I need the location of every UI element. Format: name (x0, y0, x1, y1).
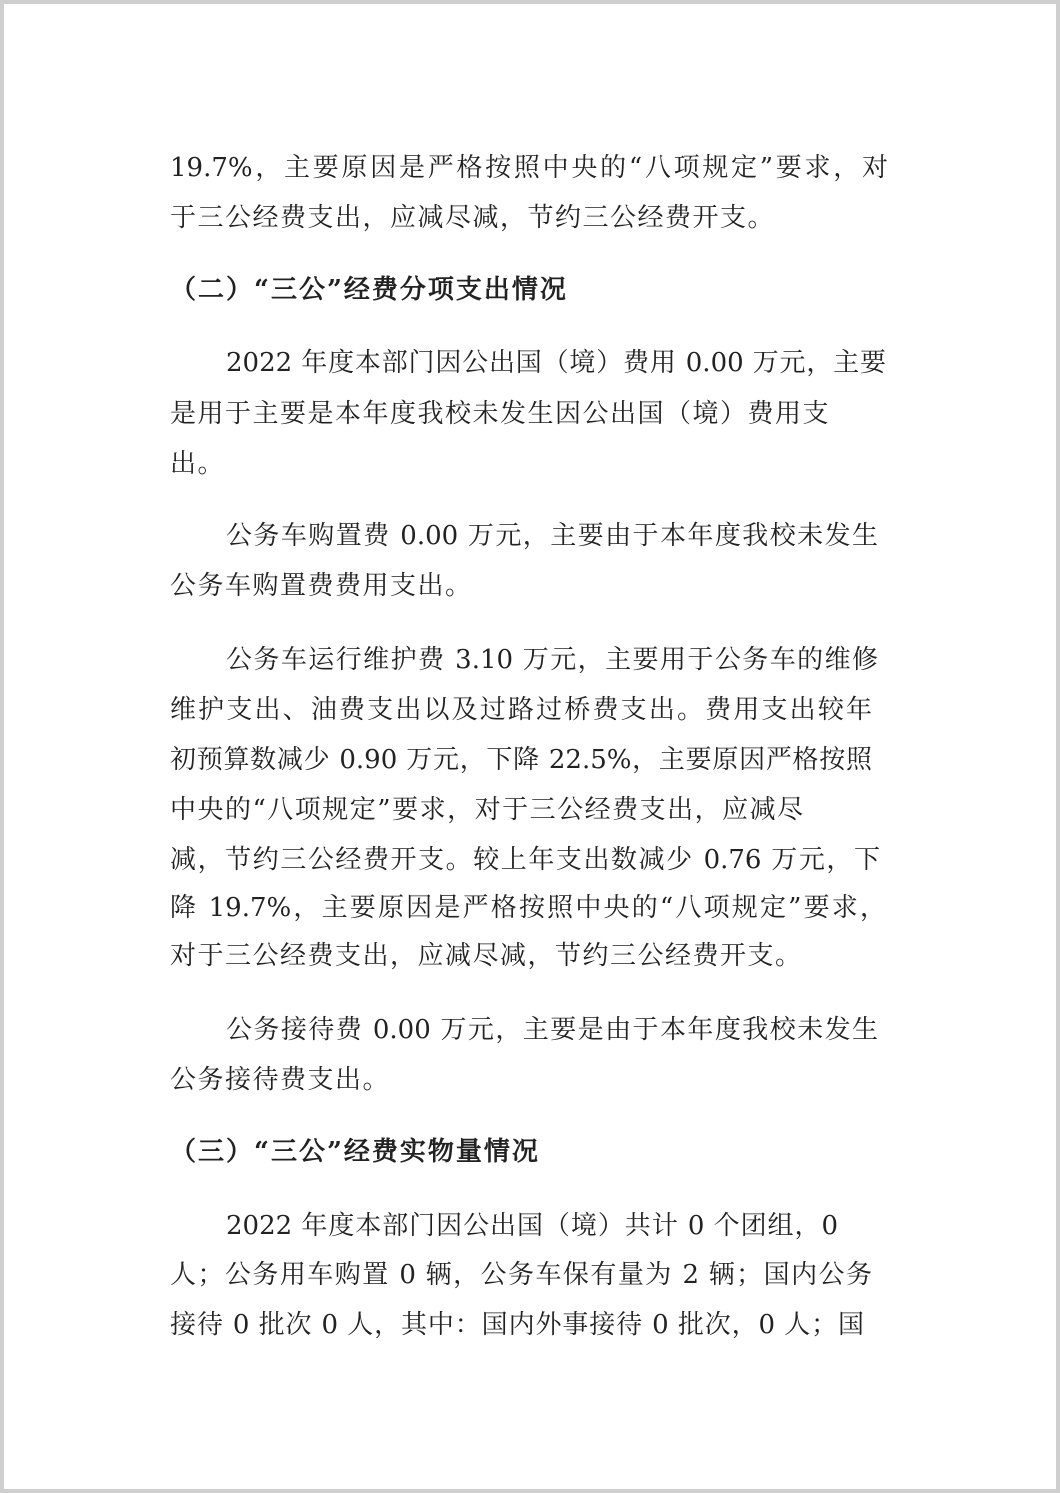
paragraph-line: 公务车购置费 0.00 万元，主要由于本年度我校未发生 (226, 521, 878, 551)
paragraph-line: 人；公务用车购置 0 辆，公务车保有量为 2 辆；国内公务 (170, 1260, 872, 1290)
paragraph-line: 初预算数减少 0.90 万元，下降 22.5%，主要原因严格按照 (170, 745, 872, 775)
paragraph-line: 接待 0 批次 0 人，其中：国内外事接待 0 批次，0 人；国 (170, 1310, 864, 1340)
paragraph-line: 公务车购置费费用支出。 (170, 571, 473, 601)
section-heading-three: （三）“三公”经费实物量情况 (170, 1137, 540, 1167)
paragraph-line: 对于三公经费支出，应减尽减，节约三公经费开支。 (170, 941, 803, 971)
paragraph-line: 公务车运行维护费 3.10 万元，主要用于公务车的维修 (226, 645, 878, 675)
paragraph-line: 维护支出、油费支出以及过路过桥费支出。费用支出较年 (170, 695, 872, 725)
paragraph-line: 出。 (170, 449, 226, 479)
paragraph-line: 降 19.7%，主要原因是严格按照中央的“八项规定”要求， (170, 893, 886, 923)
paragraph-line: 公务接待费支出。 (170, 1065, 391, 1095)
paragraph-line: 中央的“八项规定”要求，对于三公经费支出，应减尽 (170, 795, 805, 825)
paragraph-line: 公务接待费 0.00 万元，主要是由于本年度我校未发生 (226, 1015, 878, 1045)
paragraph-line: 2022 年度本部门因公出国（境）共计 0 个团组，0 (226, 1211, 838, 1241)
paragraph-line: 是用于主要是本年度我校未发生因公出国（境）费用支 (170, 399, 831, 429)
paragraph-line: 2022 年度本部门因公出国（境）费用 0.00 万元，主要 (226, 348, 886, 378)
paragraph-line: 减，节约三公经费开支。较上年支出数减少 0.76 万元，下 (170, 845, 880, 875)
paragraph-line: 19.7%，主要原因是严格按照中央的“八项规定”要求，对 (170, 153, 888, 183)
section-heading-two: （二）“三公”经费分项支出情况 (170, 275, 568, 305)
paragraph-line: 于三公经费支出，应减尽减，节约三公经费开支。 (170, 203, 776, 233)
